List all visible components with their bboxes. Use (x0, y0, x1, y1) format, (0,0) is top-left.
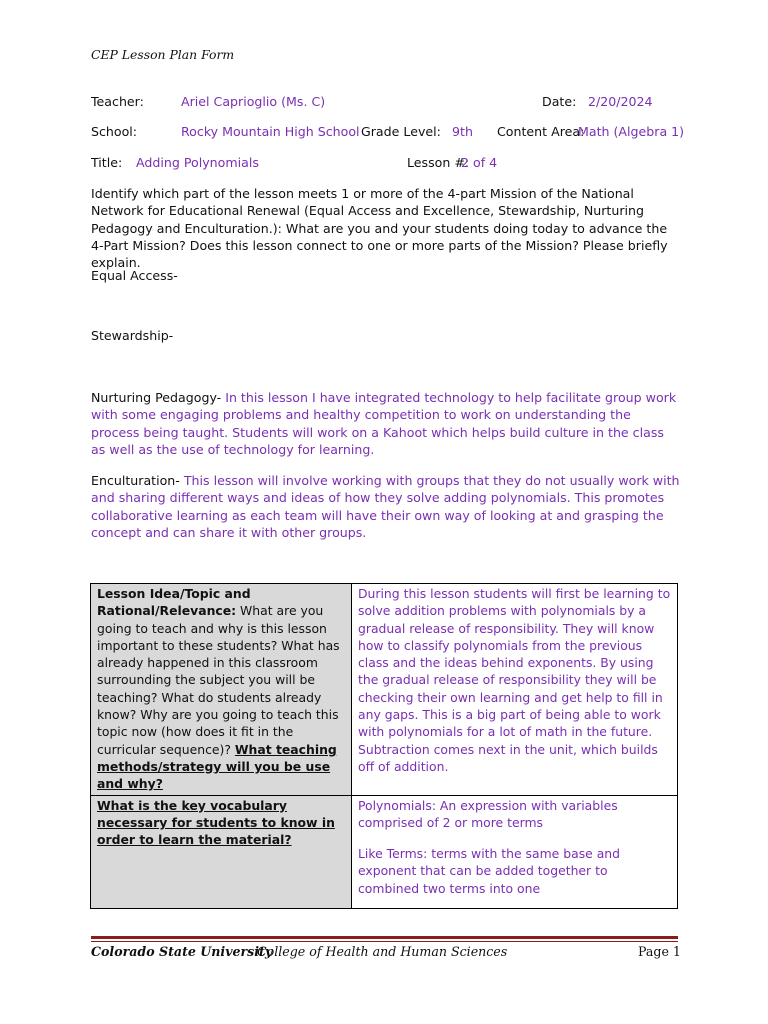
school-value: Rocky Mountain High School (181, 124, 360, 139)
grade-level-label: Grade Level: (361, 124, 441, 139)
nurturing-pedagogy-label: Nurturing Pedagogy- (91, 390, 222, 405)
form-title: CEP Lesson Plan Form (91, 47, 235, 62)
enculturation-text: This lesson will involve working with groups that they do not usually work with and sharing different ways and ideas of how they solve adding polynomials. This promotes collaborative learning as each team will have their own way of looking at and grasping the concept and can share it with other groups. (91, 473, 680, 540)
nurturing-pedagogy-section (91, 389, 681, 458)
grade-level-value: 9th (452, 124, 473, 139)
vocab-like-terms: Like Terms: terms with the same base and exponent that can be added together to combined two terms into one (358, 846, 621, 896)
enculturation-section (91, 472, 681, 541)
teacher-value: Ariel Caprioglio (Ms. C) (181, 94, 326, 109)
content-area-value: Math (Algebra 1) (578, 124, 685, 139)
title-value: Adding Polynomials (136, 155, 259, 170)
table-row (91, 584, 678, 796)
date-label: Date: (542, 94, 577, 109)
date-value: 2/20/2024 (588, 94, 653, 109)
stewardship-label: Stewardship- (91, 328, 174, 343)
footer-university: Colorado State University (91, 944, 273, 959)
key-vocabulary-answer (352, 795, 678, 908)
title-label: Title: (91, 155, 123, 170)
footer-rule-thick (91, 936, 678, 939)
topic-rationale-prompt (91, 584, 352, 796)
page-number: Page 1 (638, 944, 681, 959)
nurturing-pedagogy-text: In this lesson I have integrated technology to help facilitate group work with some engaging problems and healthy competition to work on understanding the process being taught. Students will work on a Kahoot which helps build culture in the class as well as the use of technology for learning. (91, 390, 677, 457)
key-vocabulary-prompt (91, 795, 352, 908)
topic-rationale-heading: Lesson Idea/Topic and Rational/Relevance: (97, 586, 251, 619)
table-row (91, 795, 678, 908)
content-area-label: Content Area: (497, 124, 585, 139)
vocab-polynomials: Polynomials: An expression with variables comprised of 2 or more terms (358, 797, 618, 830)
teaching-methods-question: What teaching methods/strategy will you be use and why? (97, 741, 337, 792)
lesson-number-label: Lesson #: (407, 155, 470, 170)
footer-college: College of Health and Human Sciences (257, 944, 508, 959)
enculturation-label: Enculturation- (91, 473, 180, 488)
equal-access-label: Equal Access- (91, 268, 178, 283)
school-label: School: (91, 124, 138, 139)
topic-rationale-question: What are you going to teach and why is this lesson important to these students? What has already happened in this classroom surrounding the subject you will be teaching? What do students already know? Why are you going to teach this topic now (how does it fit in the curricular sequence)? (97, 603, 340, 757)
key-vocabulary-question: What is the key vocabulary necessary for students to know in order to learn the material? (97, 797, 335, 848)
lesson-number-value: 2 of 4 (461, 155, 498, 170)
footer-rule-thin (91, 941, 678, 942)
lesson-plan-table (90, 583, 678, 909)
topic-rationale-answer: During this lesson students will first be learning to solve addition problems with polynomials by a gradual release of responsibility. They will know how to classify polynomials from the previous class and the ideas behind exponents. By using the gradual release of responsibility they will be checking their own learning and get help to fill in any gaps. This is a big part of being able to work with polynomials for a lot of math in the future. Subtraction comes next in the unit, which builds off of addition. (352, 584, 678, 796)
mission-instructions: Identify which part of the lesson meets 1 or more of the 4-part Mission of the National Network for Educational Renewal (Equal Access and Excellence, Stewardship, Nurturing Pedagogy and Enculturation.): What are you and your students doing today to advance the 4-Part Mission? Does this lesson connect to one or more parts of the Mission? Please briefly explain. (91, 186, 668, 271)
teacher-label: Teacher: (91, 94, 144, 109)
